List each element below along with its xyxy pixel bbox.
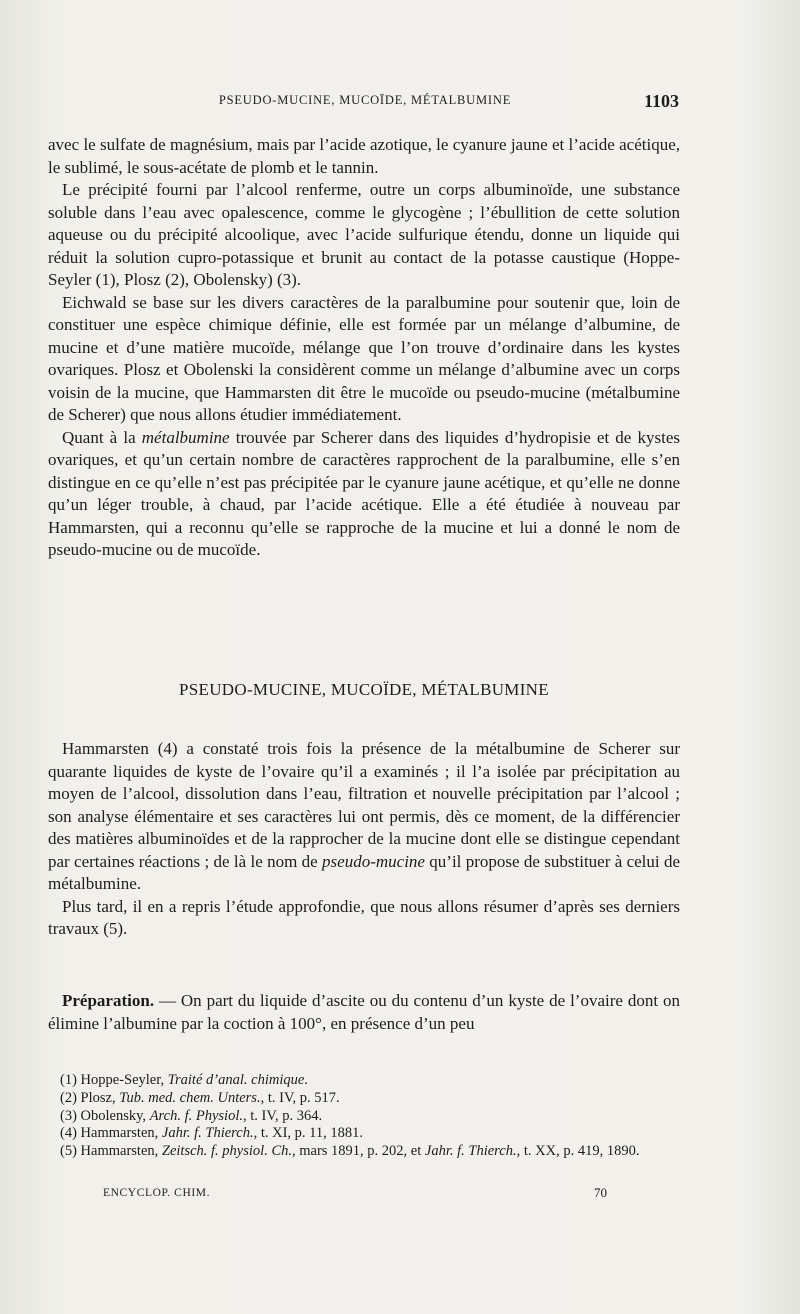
footnote-source: Zeitsch. f. physiol. Ch.	[161, 1143, 292, 1160]
footnote-number: (4)	[60, 1125, 81, 1142]
paragraph-eichwald: Eichwald se base sur les divers caractères de la paralbumine pour soutenir que, loin de constituer une espèce chimique définie, elle est formée par un mélange d’albumine, de mucine et d’une matière mucoïde, mélange que l’on trouve d’ordinaire dans les kystes ovariques. Plosz et Obolenski la considèrent comme un mélange d’albumine avec un corps voisin de la mucine, que Hammarsten dit être le mucoïde ou pseudo-mucine (métalbumine de Scherer) que nous allons étudier immédiatement.	[48, 292, 680, 424]
footnote-detail-2: , t. XX, p. 419, 1890.	[516, 1143, 640, 1160]
page-number: 1103	[644, 91, 680, 111]
hammarsten-italic-term: pseudo-mucine	[322, 851, 425, 871]
footnote-author: Hammarsten,	[80, 1125, 162, 1142]
paragraph-preparation	[48, 990, 680, 1035]
signature-mark: ENCYCLOP. CHIM.	[103, 1187, 211, 1199]
quant-italic-term: métalbumine	[141, 427, 230, 447]
footnote-source: Tub. med. chem. Unters.	[119, 1089, 261, 1106]
running-title: PSEUDO-MUCINE, MUCOÏDE, MÉTALBUMINE	[218, 93, 512, 107]
paragraph-hammarsten	[48, 738, 680, 896]
footnote-5	[48, 1143, 680, 1161]
footnote-number: (5)	[60, 1143, 81, 1160]
footnote-4	[48, 1125, 680, 1143]
footnote-source: Jahr. f. Thierch.	[161, 1125, 254, 1142]
quant-text-before: Quant à la	[62, 427, 142, 447]
text-block-section	[48, 738, 680, 941]
hammarsten-text-before: Hammarsten (4) a constaté trois fois la présence de la métalbumine de Scherer sur quarante liquides de kyste de l’ovaire qu’il a examinés ; il l’a isolée par précipitation au moyen de l’alcool, dissolution dans l’eau, filtration et nouvelle précipitation par l’alcool ; son analyse élémentaire et ses caractères lui ont permis, dès ce moment, de la différencier des matières albuminoïdes et de la rapprocher de la mucine dont elle se distingue cependant par certaines réactions ; de là le nom de	[48, 739, 680, 871]
paragraph-precipite: Le précipité fourni par l’alcool renferme, outre un corps albuminoïde, une substance soluble dans l’eau avec opalescence, comme le glycogène ; l’ébullition de cette solution aqueuse ou du précipité alcoolique, avec l’acide sulfurique étendu, donne un liquide qui réduit la solution cupro-potassique et brunit au contact de la potasse caustique (Hoppe-Seyler (1), Plosz (2), Obolensky) (3).	[48, 180, 680, 289]
footnote-author: Hammarsten,	[80, 1143, 162, 1160]
footnote-source-2: Jahr. f. Thierch.	[424, 1143, 517, 1160]
preparation-heading: Préparation.	[62, 991, 155, 1010]
footnote-detail: , t. XI, p. 11, 1881.	[253, 1125, 364, 1142]
footnote-number: (1)	[60, 1072, 81, 1088]
footnote-1	[48, 1072, 680, 1090]
footnote-author: Obolensky,	[80, 1107, 150, 1124]
footnote-detail: , t. IV, p. 517.	[260, 1089, 340, 1106]
paragraph-continuation: avec le sulfate de magnésium, mais par l’acide azotique, le cyanure jaune et l’acide acétique, le sublimé, le sous-acétate de plomb et le tannin.	[48, 135, 680, 177]
quant-text-after: trouvée par Scherer dans des liquides d’hydropisie et de kystes ovariques, et qu’un certain nombre de caractères rapprochent de la paralbumine, elle s’en distingue en ce qu’elle n’est pas précipitée par le cyanure jaune acétique, et qu’elle ne donne qu’un léger trouble, à chaud, par l’acide acétique. Elle a été étudiée à nouveau par Hammarsten, qui a reconnu qu’elle se rapproche de la mucine et lui a donné le nom de pseudo-mucine ou de mucoïde.	[48, 427, 680, 559]
footnote-author: Plosz,	[80, 1089, 120, 1106]
paragraph-plus-tard: Plus tard, il en a repris l’étude approfondie, que nous allons résumer d’après ses derniers travaux (5).	[48, 896, 680, 938]
footnote-detail: , t. IV, p. 364.	[242, 1107, 323, 1124]
paragraph-quant	[48, 427, 680, 562]
preparation-text: — On part du liquide d’ascite ou du contenu d’un kyste de l’ovaire dont on élimine l’albumine par la coction à 100°, en présence d’un peu	[48, 991, 680, 1033]
footnote-author: Hoppe-Seyler,	[80, 1072, 168, 1088]
text-block-preparation	[48, 990, 680, 1035]
footnote-detail: , mars 1891, p. 202, et	[292, 1143, 425, 1160]
footnotes	[48, 1072, 680, 1161]
signature-number: 70	[594, 1185, 607, 1200]
hammarsten-text-after: qu’il propose de substituer à celui de métalbumine.	[48, 851, 681, 893]
footnote-2	[48, 1090, 680, 1108]
footnote-source: Arch. f. Physiol.	[149, 1107, 243, 1124]
text-block-top	[48, 134, 680, 562]
footnote-3	[48, 1108, 680, 1126]
footnote-number: (2)	[60, 1089, 81, 1106]
footnote-source: Traité d’anal. chimique	[167, 1072, 305, 1088]
footnote-detail: .	[304, 1072, 308, 1088]
footnote-number: (3)	[60, 1107, 81, 1124]
section-title: PSEUDO-MUCINE, MUCOÏDE, MÉTALBUMINE	[179, 680, 549, 699]
